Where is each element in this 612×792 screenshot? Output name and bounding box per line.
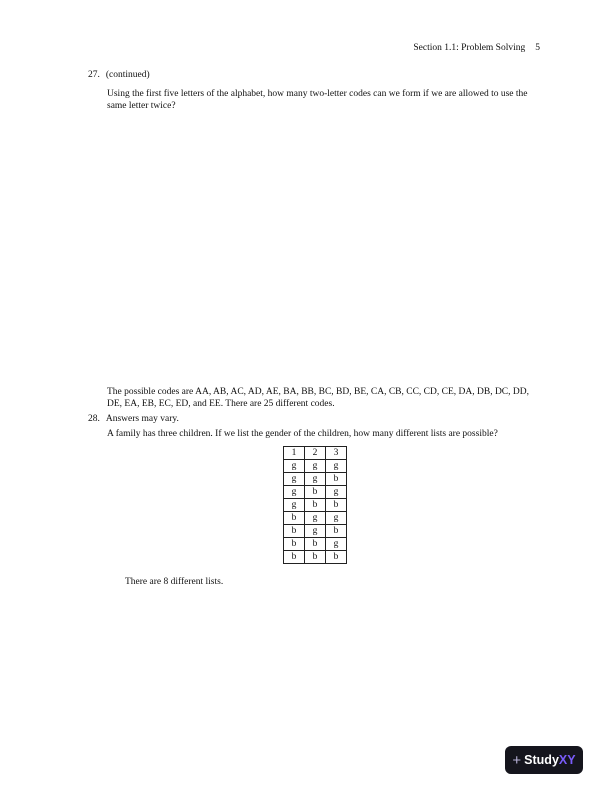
table-row bbox=[284, 538, 347, 551]
table-cell: g bbox=[326, 512, 347, 525]
table-header-cell: 3 bbox=[326, 447, 347, 460]
table-cell: b bbox=[305, 551, 326, 564]
table-cell: g bbox=[284, 473, 305, 486]
table-cell: g bbox=[305, 525, 326, 538]
table-cell: b bbox=[284, 551, 305, 564]
table-cell: b bbox=[326, 499, 347, 512]
plus-icon: + bbox=[512, 751, 522, 769]
table-cell: b bbox=[284, 512, 305, 525]
problem-28-question: A family has three children. If we list the gender of the children, how many different lists are possible? bbox=[107, 429, 498, 439]
problem-27-heading bbox=[88, 70, 150, 80]
table-header-row bbox=[284, 447, 347, 460]
table-cell: g bbox=[326, 486, 347, 499]
gender-lists-table bbox=[283, 446, 347, 564]
table-row bbox=[284, 551, 347, 564]
logo-text-xy: XY bbox=[558, 753, 576, 767]
table-cell: b bbox=[284, 525, 305, 538]
table-cell: b bbox=[326, 473, 347, 486]
problem-28-number: 28. bbox=[88, 414, 100, 424]
table-row bbox=[284, 512, 347, 525]
table-header-cell: 1 bbox=[284, 447, 305, 460]
table-cell: g bbox=[305, 512, 326, 525]
section-title: Section 1.1: Problem Solving bbox=[413, 43, 526, 53]
problem-28-answer: There are 8 different lists. bbox=[125, 577, 224, 587]
table-row bbox=[284, 486, 347, 499]
table-cell: b bbox=[326, 525, 347, 538]
page-header bbox=[413, 43, 540, 53]
problem-27-number: 27. bbox=[88, 70, 100, 80]
problem-27-question: Using the first five letters of the alphabet, how many two-letter codes can we form if we are allowed to use the same letter twice? bbox=[107, 89, 528, 111]
problem-27-answer: The possible codes are AA, AB, AC, AD, AE, BA, BB, BC, BD, BE, CA, CB, CC, CD, CE, DA, DB, DC, DD, DE, EA, EB, EC, ED, and EE. There are 25 different codes. bbox=[107, 387, 529, 409]
table-cell: b bbox=[326, 551, 347, 564]
table-cell: g bbox=[326, 460, 347, 473]
logo-text-study: Study bbox=[524, 753, 559, 767]
table-row bbox=[284, 525, 347, 538]
table-cell: g bbox=[284, 486, 305, 499]
table-cell: g bbox=[305, 460, 326, 473]
table-cell: g bbox=[326, 538, 347, 551]
table-row bbox=[284, 499, 347, 512]
table-row bbox=[284, 473, 347, 486]
table-cell: g bbox=[284, 460, 305, 473]
table-cell: b bbox=[305, 538, 326, 551]
table-cell: b bbox=[284, 538, 305, 551]
table-cell: g bbox=[284, 499, 305, 512]
table-cell: b bbox=[305, 486, 326, 499]
problem-28-label: Answers may vary. bbox=[105, 414, 179, 424]
studyxy-logo bbox=[505, 746, 583, 774]
table-cell: g bbox=[305, 473, 326, 486]
problem-28-heading bbox=[88, 414, 179, 424]
page-number: 5 bbox=[535, 43, 540, 53]
table-header-cell: 2 bbox=[305, 447, 326, 460]
table-row bbox=[284, 460, 347, 473]
problem-27-label: (continued) bbox=[105, 70, 150, 80]
table-cell: b bbox=[305, 499, 326, 512]
